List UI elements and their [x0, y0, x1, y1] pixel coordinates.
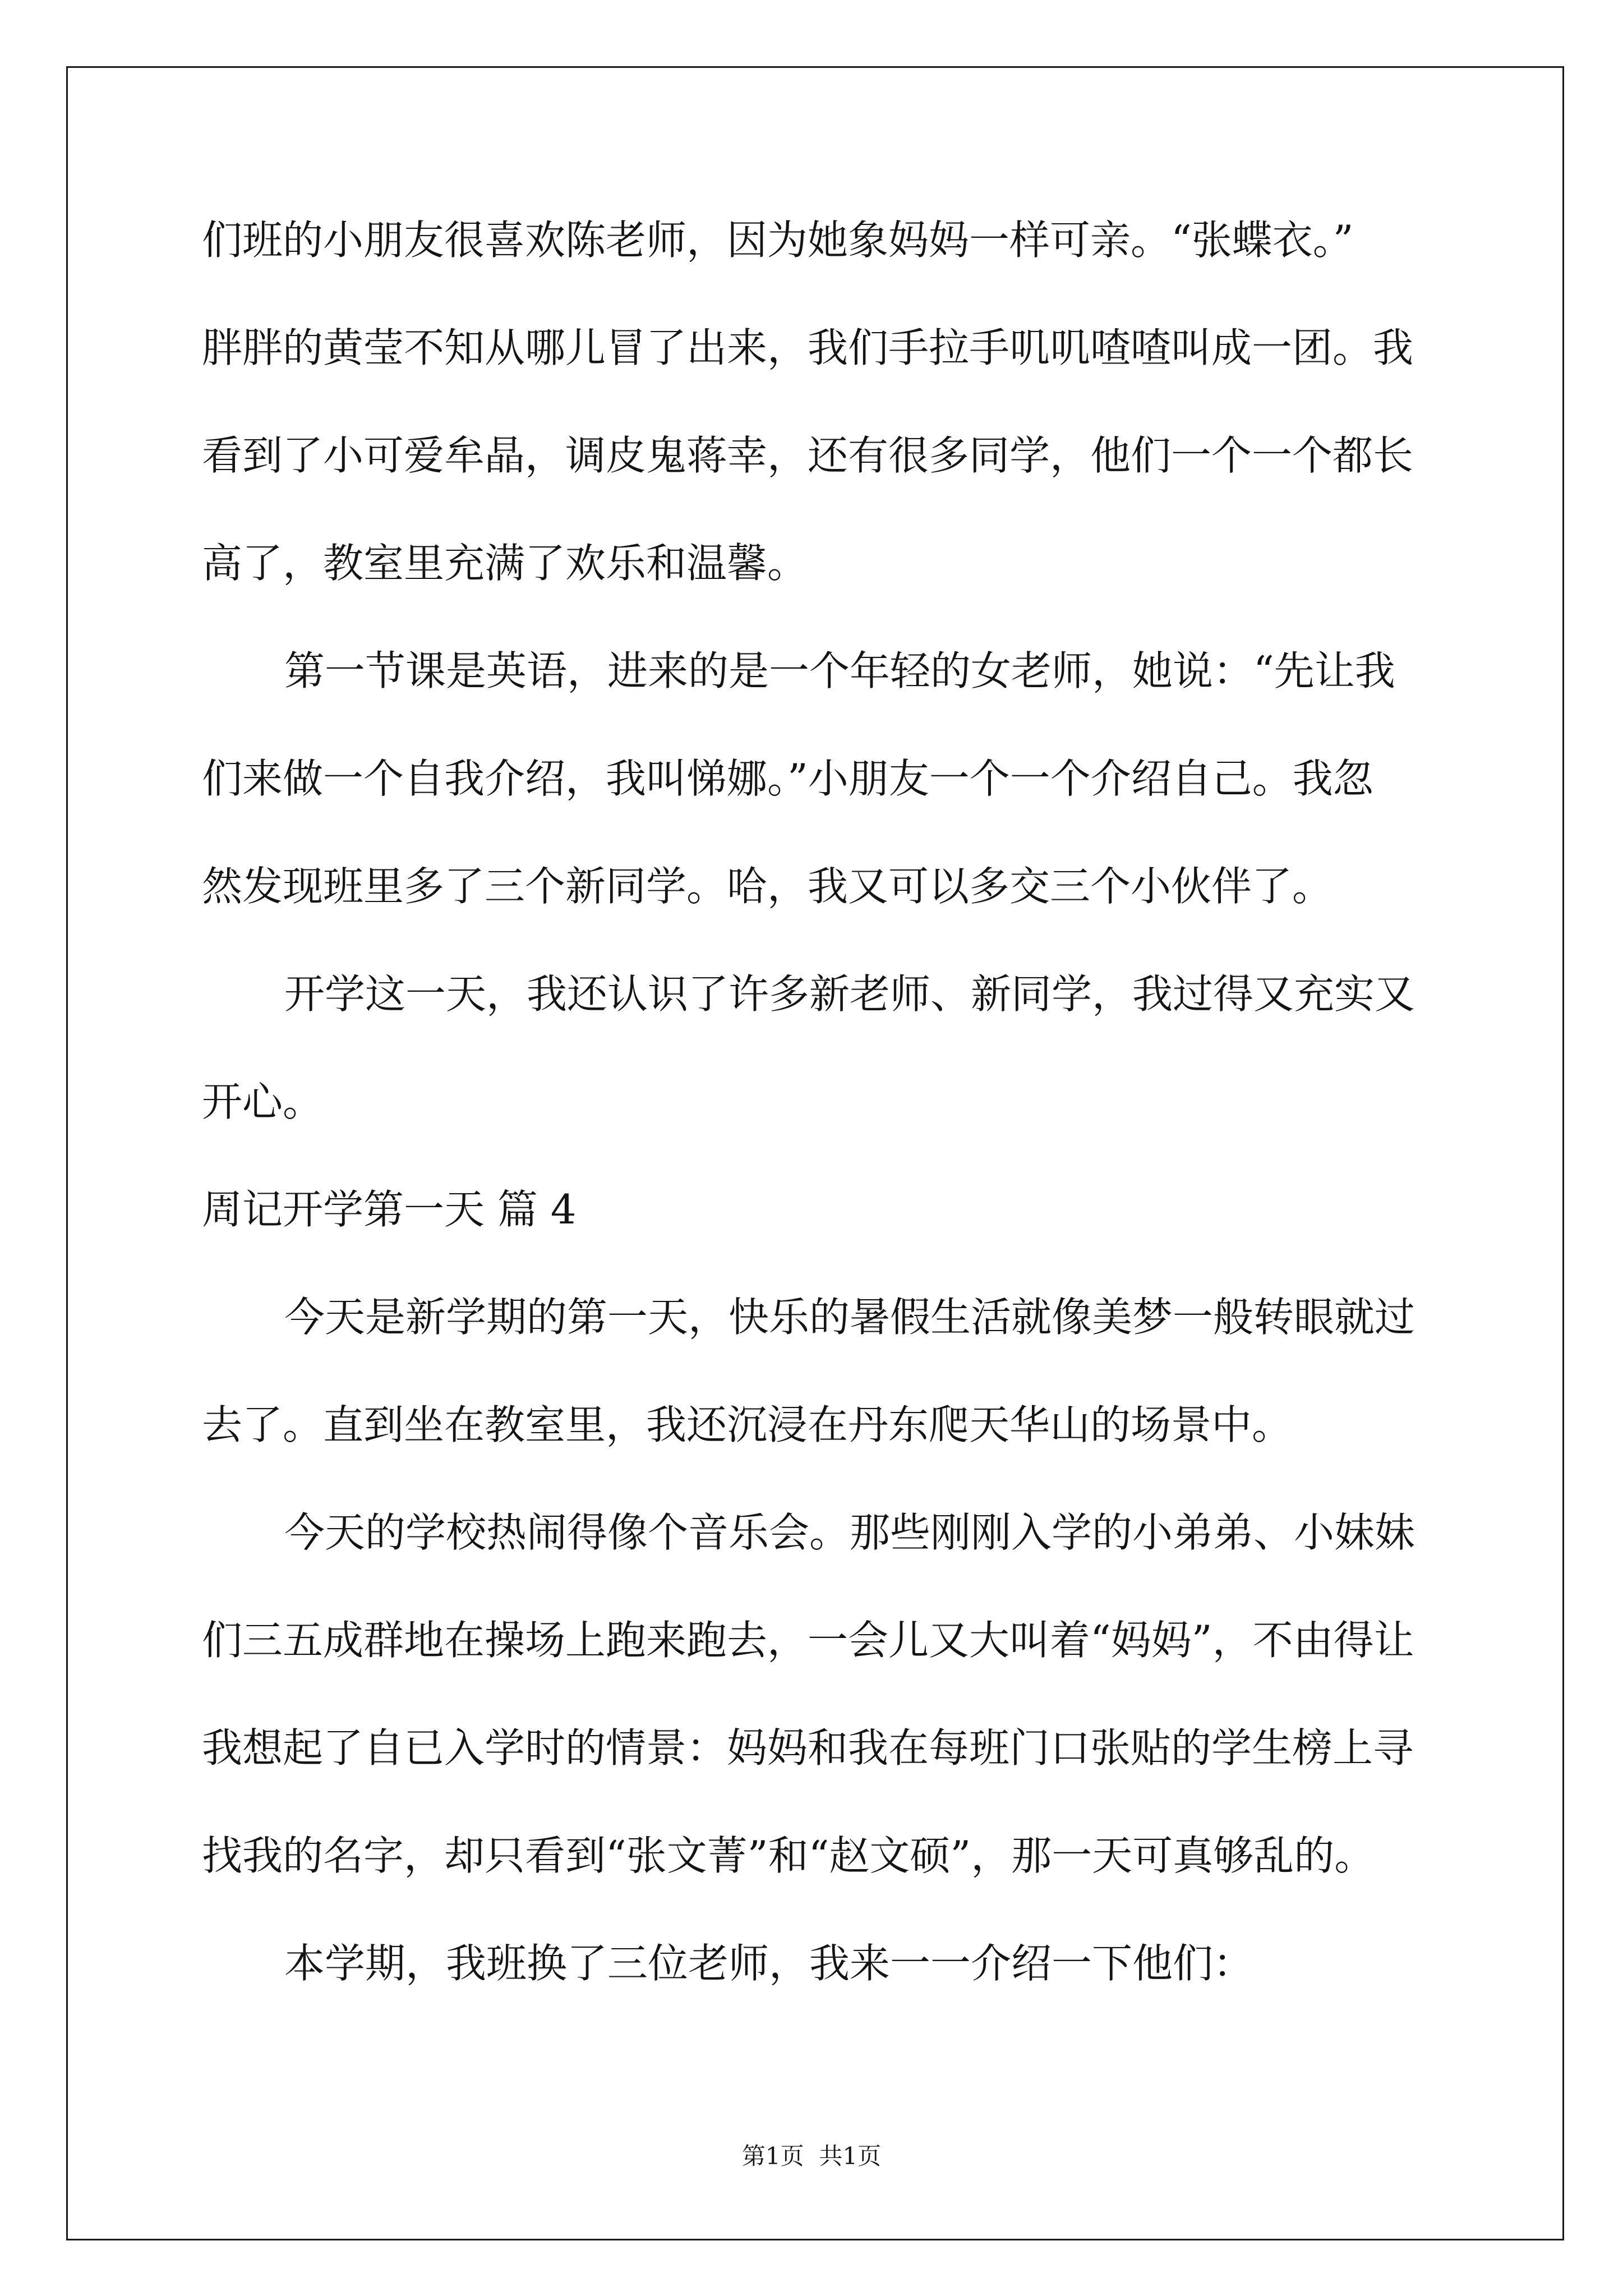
text-line: 胖胖的黄莹不知从哪儿冒了出来，我们手拉手叽叽喳喳叫成一团。我	[202, 324, 1414, 371]
text-line: 们三五成群地在操场上跑来跑去，一会儿又大叫着“妈妈”，不由得让	[202, 1617, 1414, 1664]
paragraph	[202, 1479, 1492, 1910]
text-line: 开心。	[202, 1078, 324, 1125]
paragraph	[202, 186, 1492, 617]
text-line: 今天是新学期的第一天，快乐的暑假生活就像美梦一般转眼就过	[284, 1294, 1415, 1341]
page-footer: 第1页 共1页	[741, 2142, 882, 2170]
paragraph	[202, 940, 1492, 1156]
paragraph	[202, 1263, 1492, 1479]
text-line: 们来做一个自我介绍，我叫悌娜。”小朋友一个一个介绍自己。我忽	[202, 755, 1373, 802]
text-line: 去了。直到坐在教室里，我还沉浸在丹东爬天华山的场景中。	[202, 1401, 1293, 1448]
section-heading: 周记开学第一天 篇 4	[202, 1186, 577, 1233]
paragraph	[202, 617, 1492, 940]
text-line: 高了，教室里充满了欢乐和温馨。	[202, 540, 808, 587]
paragraph	[202, 1910, 1492, 2017]
text-line: 今天的学校热闹得像个音乐会。那些刚刚入学的小弟弟、小妹妹	[284, 1509, 1415, 1556]
text-line: 第一节课是英语，进来的是一个年轻的女老师，她说：“先让我	[284, 647, 1395, 694]
text-line: 开学这一天，我还认识了许多新老师、新同学，我过得又充实又	[284, 970, 1415, 1018]
text-line: 看到了小可爱牟晶，调皮鬼蒋幸，还有很多同学，他们一个一个都长	[202, 432, 1414, 479]
text-line: 我想起了自已入学时的情景：妈妈和我在每班门口张贴的学生榜上寻	[202, 1724, 1414, 1772]
document-body	[202, 186, 1492, 2017]
text-line: 们班的小朋友很喜欢陈老师，因为她象妈妈一样可亲。“张蝶衣。”	[202, 217, 1354, 264]
text-line: 找我的名字，却只看到“张文菁”和“赵文硕”，那一天可真够乱的。	[202, 1832, 1375, 1879]
text-line: 然发现班里多了三个新同学。哈，我又可以多交三个小伙伴了。	[202, 863, 1333, 910]
text-line: 本学期，我班换了三位老师，我来一一介绍一下他们：	[284, 1940, 1254, 1987]
